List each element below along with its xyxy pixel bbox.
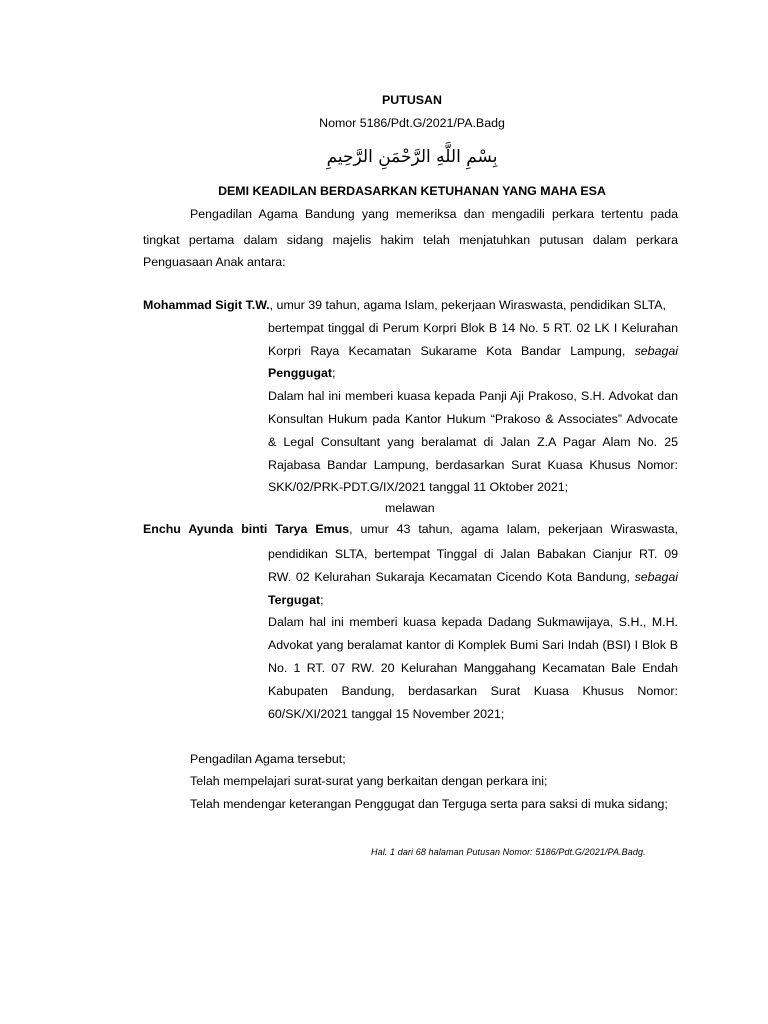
basmalah-calligraphy	[318, 140, 506, 174]
defendant-attorney-1: Dalam hal ini memberi kuasa kepada Dadang Sukmawijaya, S.H., M.H.	[268, 615, 678, 629]
plaintiff-attorney-3: & Legal Consultant yang beralamat di Jalan Z.A Pagar Alam No. 25	[268, 435, 678, 449]
versus-label: melawan	[385, 501, 435, 515]
defendant-address-end: RW. 02 Kelurahan Sukaraja Kecamatan Cicendo Kota Bandung,	[268, 570, 635, 584]
plaintiff-sebagai: sebagai	[634, 344, 678, 358]
basmalah-text: بِسْمِ اللَّهِ الرَّحْمَنِ الرَّحِيمِ	[326, 147, 498, 167]
defendant-role-end: ;	[320, 593, 324, 607]
plaintiff-role: Penggugat	[268, 366, 333, 380]
plaintiff-line-1	[143, 297, 666, 313]
defendant-role-line	[268, 592, 324, 608]
defendant-attorney-5: 60/SK/XI/2021 tanggal 15 November 2021;	[268, 707, 505, 721]
plaintiff-line-2: bertempat tinggal di Perum Korpri Blok B 14 No. 5 RT. 02 LK I Kelurahan	[268, 321, 678, 335]
plaintiff-attorney-5: SKK/02/PRK-PDT.G/IX/2021 tanggal 11 Oktober 2021;	[268, 480, 569, 494]
invocation-heading: DEMI KEADILAN BERDASARKAN KETUHANAN YANG MAHA ESA	[218, 184, 606, 198]
intro-line-1: Pengadilan Agama Bandung yang memeriksa dan mengadili perkara tertentu pada	[190, 207, 678, 221]
defendant-attorney-3: No. 1 RT. 07 RW. 20 Kelurahan Manggahang Kecamatan Bale Endah	[268, 661, 678, 675]
intro-line-3: Penguasaan Anak antara:	[143, 255, 286, 269]
defendant-attorney-4: Kabupaten Bandung, berdasarkan Surat Kuasa Khusus Nomor:	[268, 684, 678, 698]
closing-line-2: Telah mempelajari surat-surat yang berkaitan dengan perkara ini;	[190, 774, 548, 788]
case-number: Nomor 5186/Pdt.G/2021/PA.Badg	[319, 116, 505, 130]
defendant-line-2: pendidikan SLTA, bertempat Tinggal di Jalan Babakan Cianjur RT. 09	[268, 547, 678, 561]
plaintiff-line-3	[268, 343, 678, 359]
defendant-sebagai: sebagai	[634, 570, 678, 584]
defendant-role: Tergugat	[268, 593, 321, 607]
closing-line-1: Pengadilan Agama tersebut;	[190, 752, 346, 766]
intro-line-2: tingkat pertama dalam sidang majelis hakim telah menjatuhkan putusan dalam perkara	[143, 233, 678, 247]
defendant-line-3	[268, 569, 678, 585]
plaintiff-name: Mohammad Sigit T.W.	[143, 298, 270, 312]
document-title: PUTUSAN	[382, 93, 442, 107]
plaintiff-address-end: Korpri Raya Kecamatan Sukarame Kota Bandar Lampung,	[268, 344, 635, 358]
defendant-name: Enchu Ayunda binti Tarya Emus	[143, 522, 350, 536]
defendant-line-1	[143, 521, 678, 537]
plaintiff-attorney-2: Konsultan Hukum pada Kantor Hukum “Prakoso & Associates” Advocate	[268, 412, 678, 426]
defendant-attorney-2: Advokat yang beralamat kantor di Komplek Bumi Sari Indah (BSI) I Blok B	[268, 638, 678, 652]
plaintiff-attorney-4: Rajabasa Bandar Lampung, berdasarkan Surat Kuasa Khusus Nomor:	[268, 458, 678, 472]
plaintiff-details: , umur 39 tahun, agama Islam, pekerjaan Wiraswasta, pendidikan SLTA,	[269, 298, 666, 312]
defendant-details: , umur 43 tahun, agama Ialam, pekerjaan Wiraswasta,	[349, 522, 678, 536]
closing-line-3: Telah mendengar keterangan Penggugat dan Terguga serta para saksi di muka sidang;	[190, 797, 668, 811]
page-footer: Hal. 1 dari 68 halaman Putusan Nomor: 5186/Pdt.G/2021/PA.Badg.	[371, 847, 646, 857]
plaintiff-role-end: ;	[332, 366, 336, 380]
plaintiff-role-line	[268, 365, 335, 381]
plaintiff-attorney-1: Dalam hal ini memberi kuasa kepada Panji Aji Prakoso, S.H. Advokat dan	[268, 389, 678, 403]
